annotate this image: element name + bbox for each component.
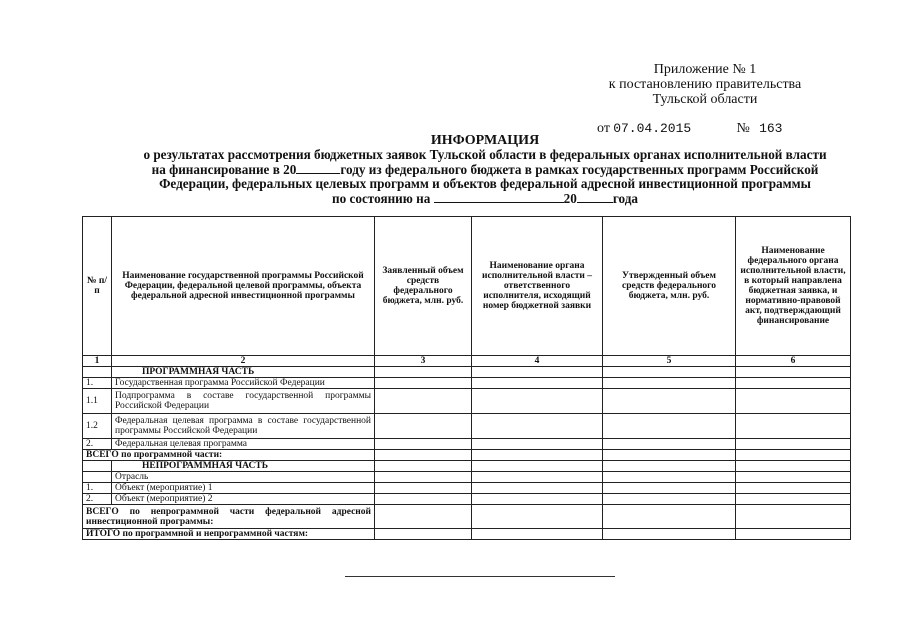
document-title: ИНФОРМАЦИЯ — [430, 133, 540, 148]
row-name: Объект (мероприятие) 2 — [112, 494, 375, 505]
table-row — [83, 414, 851, 439]
col-header-number: № п/п — [83, 217, 112, 356]
as-of-year-label: года — [612, 191, 638, 206]
as-of-year-blank — [577, 191, 613, 203]
column-number: 5 — [603, 356, 736, 367]
table-row — [83, 367, 851, 378]
row-name: Объект (мероприятие) 1 — [112, 483, 375, 494]
table-row — [83, 461, 851, 472]
heading-line-2-start: на финансирование в 20 — [151, 162, 297, 177]
row-number: 1.2 — [83, 414, 112, 439]
col-header-program-name: Наименование государственной программы Российской Федерации, федеральной целевой программы, объекта федеральной адресной инвестиционной программы — [112, 217, 375, 356]
appendix-region: Тульской области — [652, 92, 758, 107]
row-name: Отрасль — [112, 472, 375, 483]
as-of-century: 20 — [563, 191, 577, 206]
table-row — [83, 450, 851, 461]
grand-total: ИТОГО по программной и непрограммной частям: — [83, 529, 375, 540]
approval-from-label: от — [597, 121, 610, 136]
row-number: 2. — [83, 494, 112, 505]
row-number: 1. — [83, 483, 112, 494]
heading-line-2 — [60, 162, 905, 177]
appendix-block — [590, 62, 820, 107]
non-program-part-heading: НЕПРОГРАММНАЯ ЧАСТЬ — [112, 461, 375, 472]
table-row — [83, 439, 851, 450]
col-header-declared-amount: Заявленный объем средств федерального бюджета, млн. руб. — [375, 217, 472, 356]
table-row — [83, 483, 851, 494]
year-blank — [296, 162, 340, 174]
heading-line-3: Федерации, федеральных целевых программ и объектов федеральной адресной инвестиционной программы — [159, 176, 811, 191]
appendix-number: Приложение № 1 — [653, 62, 757, 77]
column-number-row — [83, 356, 851, 367]
table-header-row — [83, 217, 851, 356]
program-part-total: ВСЕГО по программной части: — [83, 450, 375, 461]
heading-line-4 — [60, 191, 905, 206]
footer-separator-line — [345, 576, 615, 577]
non-program-part-total: ВСЕГО по непрограммной части федеральной адресной инвестиционной программы: — [83, 505, 375, 529]
row-number: 1.1 — [83, 389, 112, 414]
row-name: Федеральная целевая программа в составе государственной программы Российской Федерации — [112, 414, 375, 439]
row-name: Государственная программа Российской Федерации — [112, 378, 375, 389]
row-number: 2. — [83, 439, 112, 450]
program-part-heading: ПРОГРАММНАЯ ЧАСТЬ — [112, 367, 375, 378]
column-number: 6 — [736, 356, 851, 367]
as-of-label: по состоянию на — [332, 191, 431, 206]
col-header-approved-amount: Утвержденный объем средств федерального бюджета, млн. руб. — [603, 217, 736, 356]
table-row — [83, 472, 851, 483]
row-number: 1. — [83, 378, 112, 389]
row-name: Подпрограмма в составе государственной программы Российской Федерации — [112, 389, 375, 414]
table-row — [83, 494, 851, 505]
heading-line-1: о результатах рассмотрения бюджетных заявок Тульской области в федеральных органах исполнительной власти — [143, 147, 827, 162]
budget-requests-table — [82, 216, 851, 540]
heading-line-2-end: году из федерального бюджета в рамках государственных программ Российской — [340, 162, 819, 177]
column-number: 2 — [112, 356, 375, 367]
approval-date: 07.04.2015 — [613, 121, 692, 136]
column-number: 4 — [472, 356, 603, 367]
approval-number-label: № — [736, 121, 750, 136]
table-row — [83, 505, 851, 529]
document-heading — [60, 134, 905, 206]
column-number: 3 — [375, 356, 472, 367]
table-row — [83, 389, 851, 414]
as-of-date-blank — [434, 191, 564, 203]
row-name: Федеральная целевая программа — [112, 439, 375, 450]
table-row — [83, 529, 851, 540]
approval-number: 163 — [759, 121, 783, 136]
col-header-responsible-executor: Наименование органа исполнительной власти – ответственного исполнителя, исходящий номер бюджетной заявки — [472, 217, 603, 356]
column-number: 1 — [83, 356, 112, 367]
table-row — [83, 378, 851, 389]
col-header-federal-authority: Наименование федерального органа исполнительной власти, в который направлена бюджетная заявка, и нормативно-правовой акт, подтверждающий финансирование — [736, 217, 851, 356]
appendix-reference: к постановлению правительства — [608, 77, 802, 92]
